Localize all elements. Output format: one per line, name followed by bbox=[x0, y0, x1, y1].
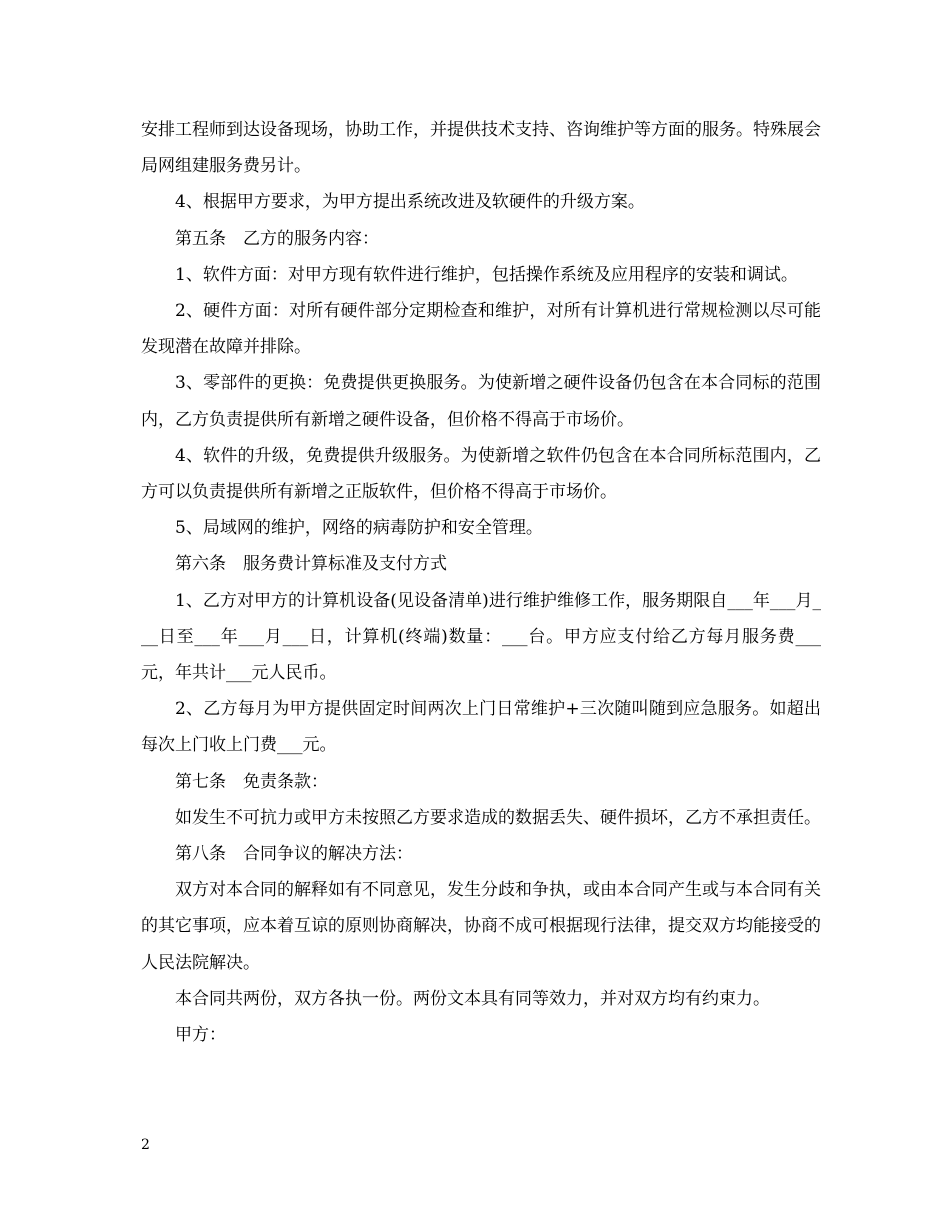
paragraph-dispute-resolution: 双方对本合同的解释如有不同意见，发生分歧和争执，或由本合同产生或与本合同有关的其它事项，应本着互谅的原则协商解决，协商不成可根据现行法律，提交双方均能接受的人民法院解决。 bbox=[141, 880, 821, 973]
paragraph-parts-replacement: 3、零部件的更换：免费提供更换服务。为使新增之硬件设备仍包含在本合同标的范围内，乙方负责提供所有新增之硬件设备，但价格不得高于市场价。 bbox=[141, 373, 821, 430]
article-6-heading: 第六条 服务费计算标准及支付方式 bbox=[175, 554, 447, 575]
article-8-heading: 第八条 合同争议的解决方法： bbox=[175, 844, 413, 865]
paragraph-onsite-visits: 2、乙方每月为甲方提供固定时间两次上门日常维护+三次随叫随到应急服务。如超出每次上门收上门费___元。 bbox=[141, 699, 821, 756]
paragraph-liability-exemption: 如发生不可抗力或甲方未按照乙方要求造成的数据丢失、硬件损坏，乙方不承担责任。 bbox=[175, 807, 821, 828]
paragraph-lan-maintenance: 5、局域网的维护，网络的病毒防护和安全管理。 bbox=[175, 518, 543, 539]
paragraph-hardware-maintenance: 2、硬件方面：对所有硬件部分定期检查和维护，对所有计算机进行常规检测以尽可能发现潜在故障并排除。 bbox=[141, 301, 821, 358]
party-a-signature-line: 甲方： bbox=[175, 1025, 226, 1046]
article-7-heading: 第七条 免责条款： bbox=[175, 771, 328, 792]
paragraph-copies: 本合同共两份，双方各执一份。两份文本具有同等效力，并对双方均有约束力。 bbox=[175, 988, 770, 1009]
paragraph-software-maintenance: 1、软件方面：对甲方现有软件进行维护，包括操作系统及应用程序的安装和调试。 bbox=[175, 264, 798, 285]
article-5-heading: 第五条 乙方的服务内容： bbox=[175, 228, 379, 249]
paragraph-software-upgrade: 4、软件的升级，免费提供升级服务。为使新增之软件仍包含在本合同所标范围内，乙方可以负责提供所有新增之正版软件，但价格不得高于市场价。 bbox=[141, 445, 821, 503]
paragraph-continuation: 安排工程师到达设备现场，协助工作，并提供技术支持、咨询维护等方面的服务。特殊展会局网组建服务费另计。 bbox=[141, 120, 821, 177]
document-body bbox=[141, 112, 821, 1053]
paragraph-service-term-and-fee: 1、乙方对甲方的计算机设备(见设备清单)进行维护维修工作，服务期限自___年___月___日至___年___月___日，计算机(终端)数量：___台。甲方应支付给乙方每月服务费___元，年共计___元人民币。 bbox=[141, 590, 821, 684]
page-number: 2 bbox=[141, 1137, 150, 1153]
paragraph-clause-4-upgrade-plan: 4、根据甲方要求，为甲方提出系统改进及软硬件的升级方案。 bbox=[175, 192, 645, 213]
